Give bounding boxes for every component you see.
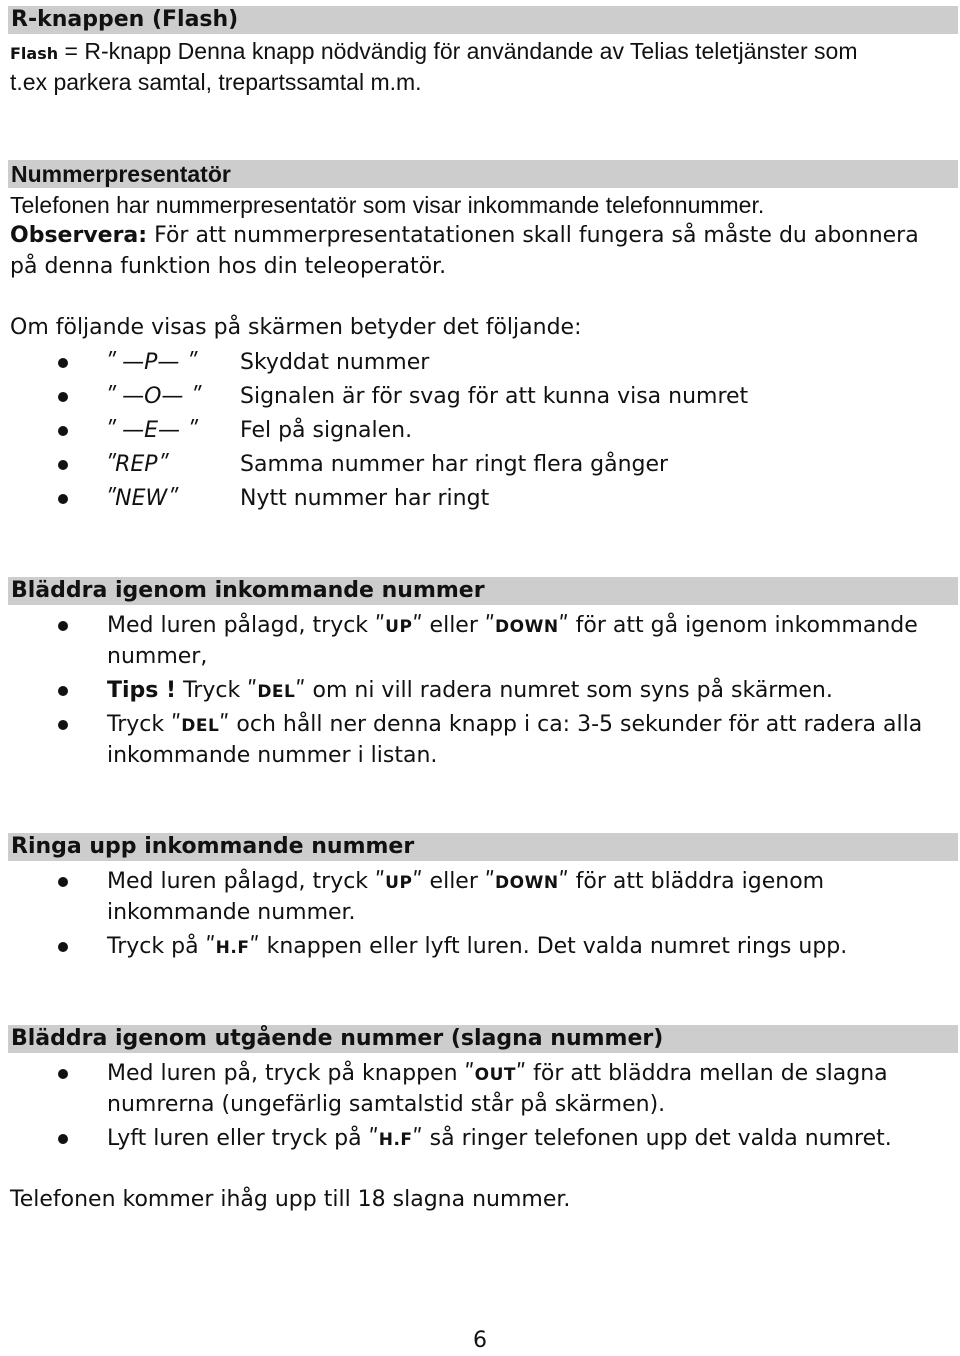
bullet-icon [58, 686, 68, 696]
section-heading-caller-id: Nummerpresentatör [8, 160, 958, 188]
flash-label: Flash [10, 44, 59, 63]
text: ʺ för att bläddra mellan de slagna [516, 1061, 888, 1086]
call-incoming-bullet2 [107, 931, 847, 964]
hf-key-label: H.F [378, 1130, 413, 1150]
browse-incoming-bullet3 [107, 709, 922, 742]
code-symbol: ʺREPʺ [105, 452, 168, 477]
code-symbol: ʺ —P— ʺ [105, 350, 197, 375]
text: ʺ knappen eller lyft luren. Det valda numret rings upp. [249, 934, 848, 959]
caller-id-intro: Om följande visas på skärmen betyder det följande: [10, 315, 582, 340]
out-key-label: OUT [474, 1065, 516, 1085]
tips-label: Tips ! [107, 678, 177, 703]
browse-incoming-bullet2 [107, 675, 833, 708]
browse-outgoing-bullet1 [107, 1058, 888, 1091]
bullet-icon [58, 358, 68, 368]
up-key-label: UP [385, 873, 413, 893]
text: ʺ för att bläddra igenom [558, 869, 825, 894]
section-heading-flash: R-knappen (Flash) [8, 6, 958, 34]
text: Med luren pålagd, tryck ʺ [107, 869, 386, 894]
browse-outgoing-bullet2 [107, 1123, 892, 1156]
bullet-icon [58, 720, 68, 730]
code-symbol: ʺNEWʺ [105, 486, 178, 511]
bullet-icon [58, 494, 68, 504]
call-incoming-bullet1 [107, 866, 824, 899]
page-number: 6 [473, 1328, 487, 1353]
caller-id-line1: Telefonen har nummerpresentatör som visar inkommande telefonnummer. [10, 192, 765, 218]
flash-text-part1: = R-knapp Denna knapp nödvändig för användande av Telias teletjänster som [58, 38, 858, 64]
text: ʺ och håll ner denna knapp i ca: 3-5 sekunder för att radera alla [219, 712, 923, 737]
note-text: För att nummerpresentatationen skall fungera så måste du abonnera [147, 223, 919, 248]
text: ʺ för att gå igenom inkommande [558, 613, 918, 638]
bullet-icon [58, 426, 68, 436]
bullet-icon [58, 942, 68, 952]
down-key-label: DOWN [495, 873, 559, 893]
caller-id-note-line2: på denna funktion hos din teleoperatör. [10, 254, 447, 279]
browse-incoming-bullet3-line2: inkommande nummer i listan. [107, 743, 438, 768]
section-heading-call-incoming: Ringa upp inkommande nummer [8, 833, 958, 861]
section-heading-browse-incoming: Bläddra igenom inkommande nummer [8, 577, 958, 605]
outgoing-memory-note: Telefonen kommer ihåg upp till 18 slagna nummer. [10, 1187, 571, 1212]
bullet-icon [58, 621, 68, 631]
code-symbol: ʺ —E— ʺ [105, 418, 198, 443]
down-key-label: DOWN [495, 617, 559, 637]
code-symbol: ʺ —O— ʺ [105, 384, 201, 409]
del-key-label: DEL [257, 682, 296, 702]
code-description: Skyddat nummer [240, 350, 430, 375]
code-description: Samma nummer har ringt flera gånger [240, 452, 669, 477]
del-key-label: DEL [181, 716, 220, 736]
text: Tryck ʺ [176, 678, 258, 703]
text: Med luren på, tryck på knappen ʺ [107, 1061, 475, 1086]
bullet-icon [58, 460, 68, 470]
call-incoming-bullet1-line2: inkommande nummer. [107, 900, 356, 925]
section-heading-browse-outgoing: Bläddra igenom utgående nummer (slagna nummer) [8, 1025, 958, 1053]
code-description: Signalen är för svag för att kunna visa numret [240, 384, 749, 409]
browse-incoming-bullet1-line2: nummer, [107, 644, 208, 669]
hf-key-label: H.F [215, 938, 250, 958]
bullet-icon [58, 1134, 68, 1144]
text: ʺ eller ʺ [412, 869, 496, 894]
text: Lyft luren eller tryck på ʺ [107, 1126, 379, 1151]
text: Tryck ʺ [107, 712, 182, 737]
flash-text-part2: t.ex parkera samtal, trepartssamtal m.m. [10, 69, 422, 95]
text: ʺ om ni vill radera numret som syns på skärmen. [295, 678, 833, 703]
code-description: Nytt nummer har ringt [240, 486, 490, 511]
flash-description [10, 36, 857, 69]
text: Tryck på ʺ [107, 934, 216, 959]
caller-id-note [10, 221, 919, 251]
browse-outgoing-bullet1-line2: numrerna (ungefärlig samtalstid står på skärmen). [107, 1092, 666, 1117]
code-description: Fel på signalen. [240, 418, 413, 443]
bullet-icon [58, 392, 68, 402]
text: ʺ eller ʺ [412, 613, 496, 638]
note-label: Observera: [10, 223, 148, 248]
bullet-icon [58, 1069, 68, 1079]
browse-incoming-bullet1 [107, 610, 918, 643]
bullet-icon [58, 877, 68, 887]
text: Med luren pålagd, tryck ʺ [107, 613, 386, 638]
up-key-label: UP [385, 617, 413, 637]
text: ʺ så ringer telefonen upp det valda numret. [412, 1126, 892, 1151]
